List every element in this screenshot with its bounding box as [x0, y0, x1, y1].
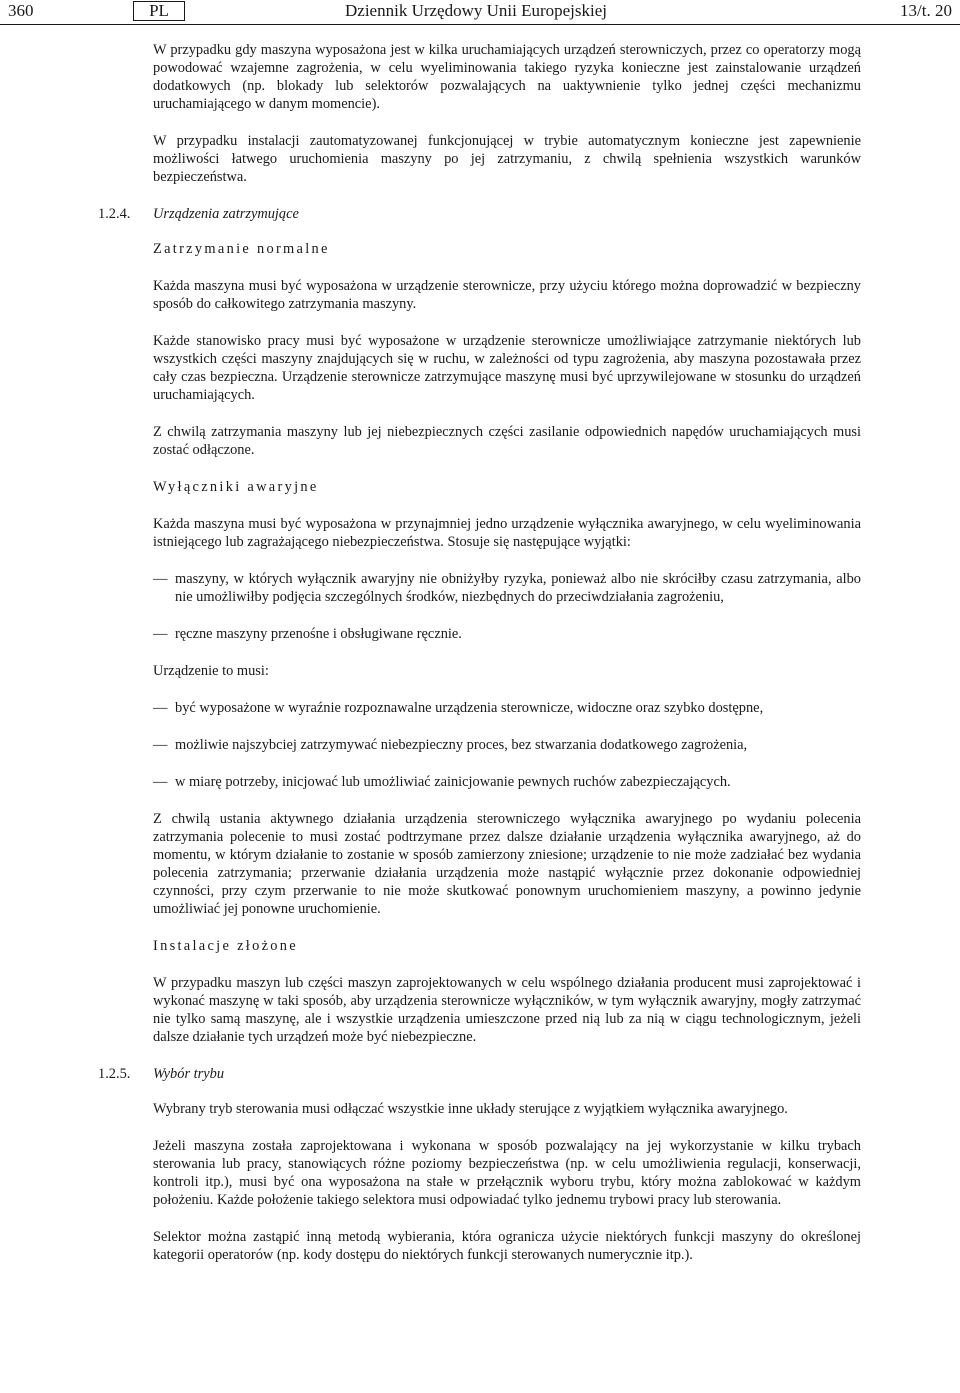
- paragraph: Z chwilą zatrzymania maszyny lub jej niebezpiecznych części zasilanie odpowiednich napędów uruchamiających musi zostać odłączone.: [153, 424, 861, 458]
- paragraph: Wybrany tryb sterowania musi odłączać wszystkie inne układy sterujące z wyjątkiem wyłącznika awaryjnego.: [153, 1101, 788, 1117]
- paragraph: Każda maszyna musi być wyposażona w przynajmniej jedno urządzenie wyłącznika awaryjnego, w celu wyeliminowania istniejącego lub zagrażającego niebezpieczeństwa. Stosuje się następujące wyjątki:: [153, 516, 861, 550]
- section-heading-1-2-4: [98, 205, 861, 223]
- list-item: — maszyny, w których wyłącznik awaryjny nie obniżyłby ryzyka, ponieważ albo nie skróciłby czasu zatrzymania, albo nie umożliwiłby podjęcia szczególnych środków, niezbędnych do przeciwdziałania zagrożeniu,: [153, 570, 861, 606]
- exceptions-list: [153, 570, 861, 643]
- list-item: — możliwie najszybciej zatrzymywać niebezpieczny proces, bez stwarzania dodatkowego zagrożenia,: [153, 736, 861, 754]
- list-item: — w miarę potrzeby, inicjować lub umożliwiać zainicjowanie pewnych ruchów zabezpieczających.: [153, 773, 861, 791]
- issue-number: 13/t. 20: [900, 1, 952, 20]
- paragraph: Selektor można zastąpić inną metodą wybierania, która ogranicza użycie niektórych funkcji maszyny do określonej kategorii operatorów (np. kody dostępu do niektórych funkcji sterowanych numerycznie itp.).: [153, 1229, 861, 1263]
- language-badge: PL: [133, 1, 185, 21]
- requirements-list: [153, 699, 861, 791]
- paragraph: W przypadku instalacji zautomatyzowanej funkcjonującej w trybie automatycznym konieczne jest zapewnienie możliwości łatwego uruchomienia maszyny po jej zatrzymaniu, z chwilą spełnienia wszystkich warunków bezpieczeństwa.: [153, 133, 861, 185]
- section-title: Wybór trybu: [153, 1066, 225, 1082]
- journal-title: Dziennik Urzędowy Unii Europejskiej: [345, 1, 608, 20]
- page-header: [0, 0, 960, 24]
- list-item: — ręczne maszyny przenośne i obsługiwane ręcznie.: [153, 625, 861, 643]
- list-item: — być wyposażone w wyraźnie rozpoznawalne urządzenia sterownicze, widoczne oraz szybko dostępne,: [153, 699, 861, 717]
- paragraph: Każde stanowisko pracy musi być wyposażone w urządzenie sterownicze umożliwiające zatrzymanie niektórych lub wszystkich części maszyny znajdujących się w ruchu, w zależności od typu zagrożenia, aby maszyna pozostawała przez cały czas bezpieczna. Urządzenie sterownicze zatrzymujące maszynę musi być uprzywilejowane w stosunku do urządzeń uruchamiających.: [153, 333, 861, 403]
- header-rule: [0, 24, 960, 25]
- section-number: 1.2.4.: [98, 206, 131, 222]
- page-number: 360: [8, 1, 34, 20]
- paragraph: Z chwilą ustania aktywnego działania urządzenia sterowniczego wyłącznika awaryjnego po wydaniu polecenia zatrzymania polecenie to musi zostać podtrzymane przez dalsze działanie urządzenia wyłącznika awaryjnego, aż do momentu, w którym działanie to zostanie w sposób zamierzony zniesione; urządzenie to nie może zadziałać bez wydania polecenia zatrzymania; przerwanie działania urządzenia może nastąpić wyłącznie przez dokonanie odpowiedniej czynności, przy czym przerwanie to nie może skutkować ponownym uruchomieniem maszyny, a powinno jedynie umożliwiać jej ponowne uruchomienie.: [153, 811, 861, 917]
- paragraph: W przypadku maszyn lub części maszyn zaprojektowanych w celu wspólnego działania producent musi zaprojektować i wykonać maszynę w taki sposób, aby urządzenia sterownicze wyłączników, w tym wyłącznik awaryjny, mogły zatrzymać nie tylko samą maszynę, ale i wszystkie urządzenia umieszczone przed nią lub za nią w ciągu technologicznym, jeżeli dalsze działanie tych urządzeń może być niebezpieczne.: [153, 975, 861, 1045]
- section-title: Urządzenia zatrzymujące: [153, 206, 299, 222]
- subheading-emergency-stop: Wyłączniki awaryjne: [153, 479, 319, 495]
- subheading-normal-stop: Zatrzymanie normalne: [153, 241, 330, 257]
- paragraph: Każda maszyna musi być wyposażona w urządzenie sterownicze, przy użyciu którego można doprowadzić w bezpieczny sposób do całkowitego zatrzymania maszyny.: [153, 278, 861, 312]
- section-number: 1.2.5.: [98, 1066, 131, 1082]
- paragraph: W przypadku gdy maszyna wyposażona jest w kilka uruchamiających urządzeń sterowniczych, przez co operatorzy mogą powodować wzajemne zagrożenia, w celu wyeliminowania takiego ryzyka konieczne jest zainstalowanie urządzeń dodatkowych (np. blokady lub selektorów pozwalających na uaktywnienie tylko jednej części mechanizmu uruchamiającego w danym momencie).: [153, 42, 861, 112]
- section-heading-1-2-5: [98, 1065, 861, 1083]
- paragraph: Urządzenie to musi:: [153, 663, 269, 679]
- subheading-complex-installations: Instalacje złożone: [153, 938, 298, 954]
- document-body: [98, 41, 861, 1264]
- paragraph: Jeżeli maszyna została zaprojektowana i wykonana w sposób pozwalający na jej wykorzystanie w kilku trybach sterowania lub pracy, stanowiących różne poziomy bezpieczeństwa (np. w celu umożliwienia regulacji, konserwacji, kontroli itp.), musi być ona wyposażona na stałe w przełącznik wyboru trybu, który można zablokować w każdym położeniu. Każde położenie takiego selektora musi odpowiadać tylko jednemu trybowi pracy lub sterowania.: [153, 1138, 861, 1208]
